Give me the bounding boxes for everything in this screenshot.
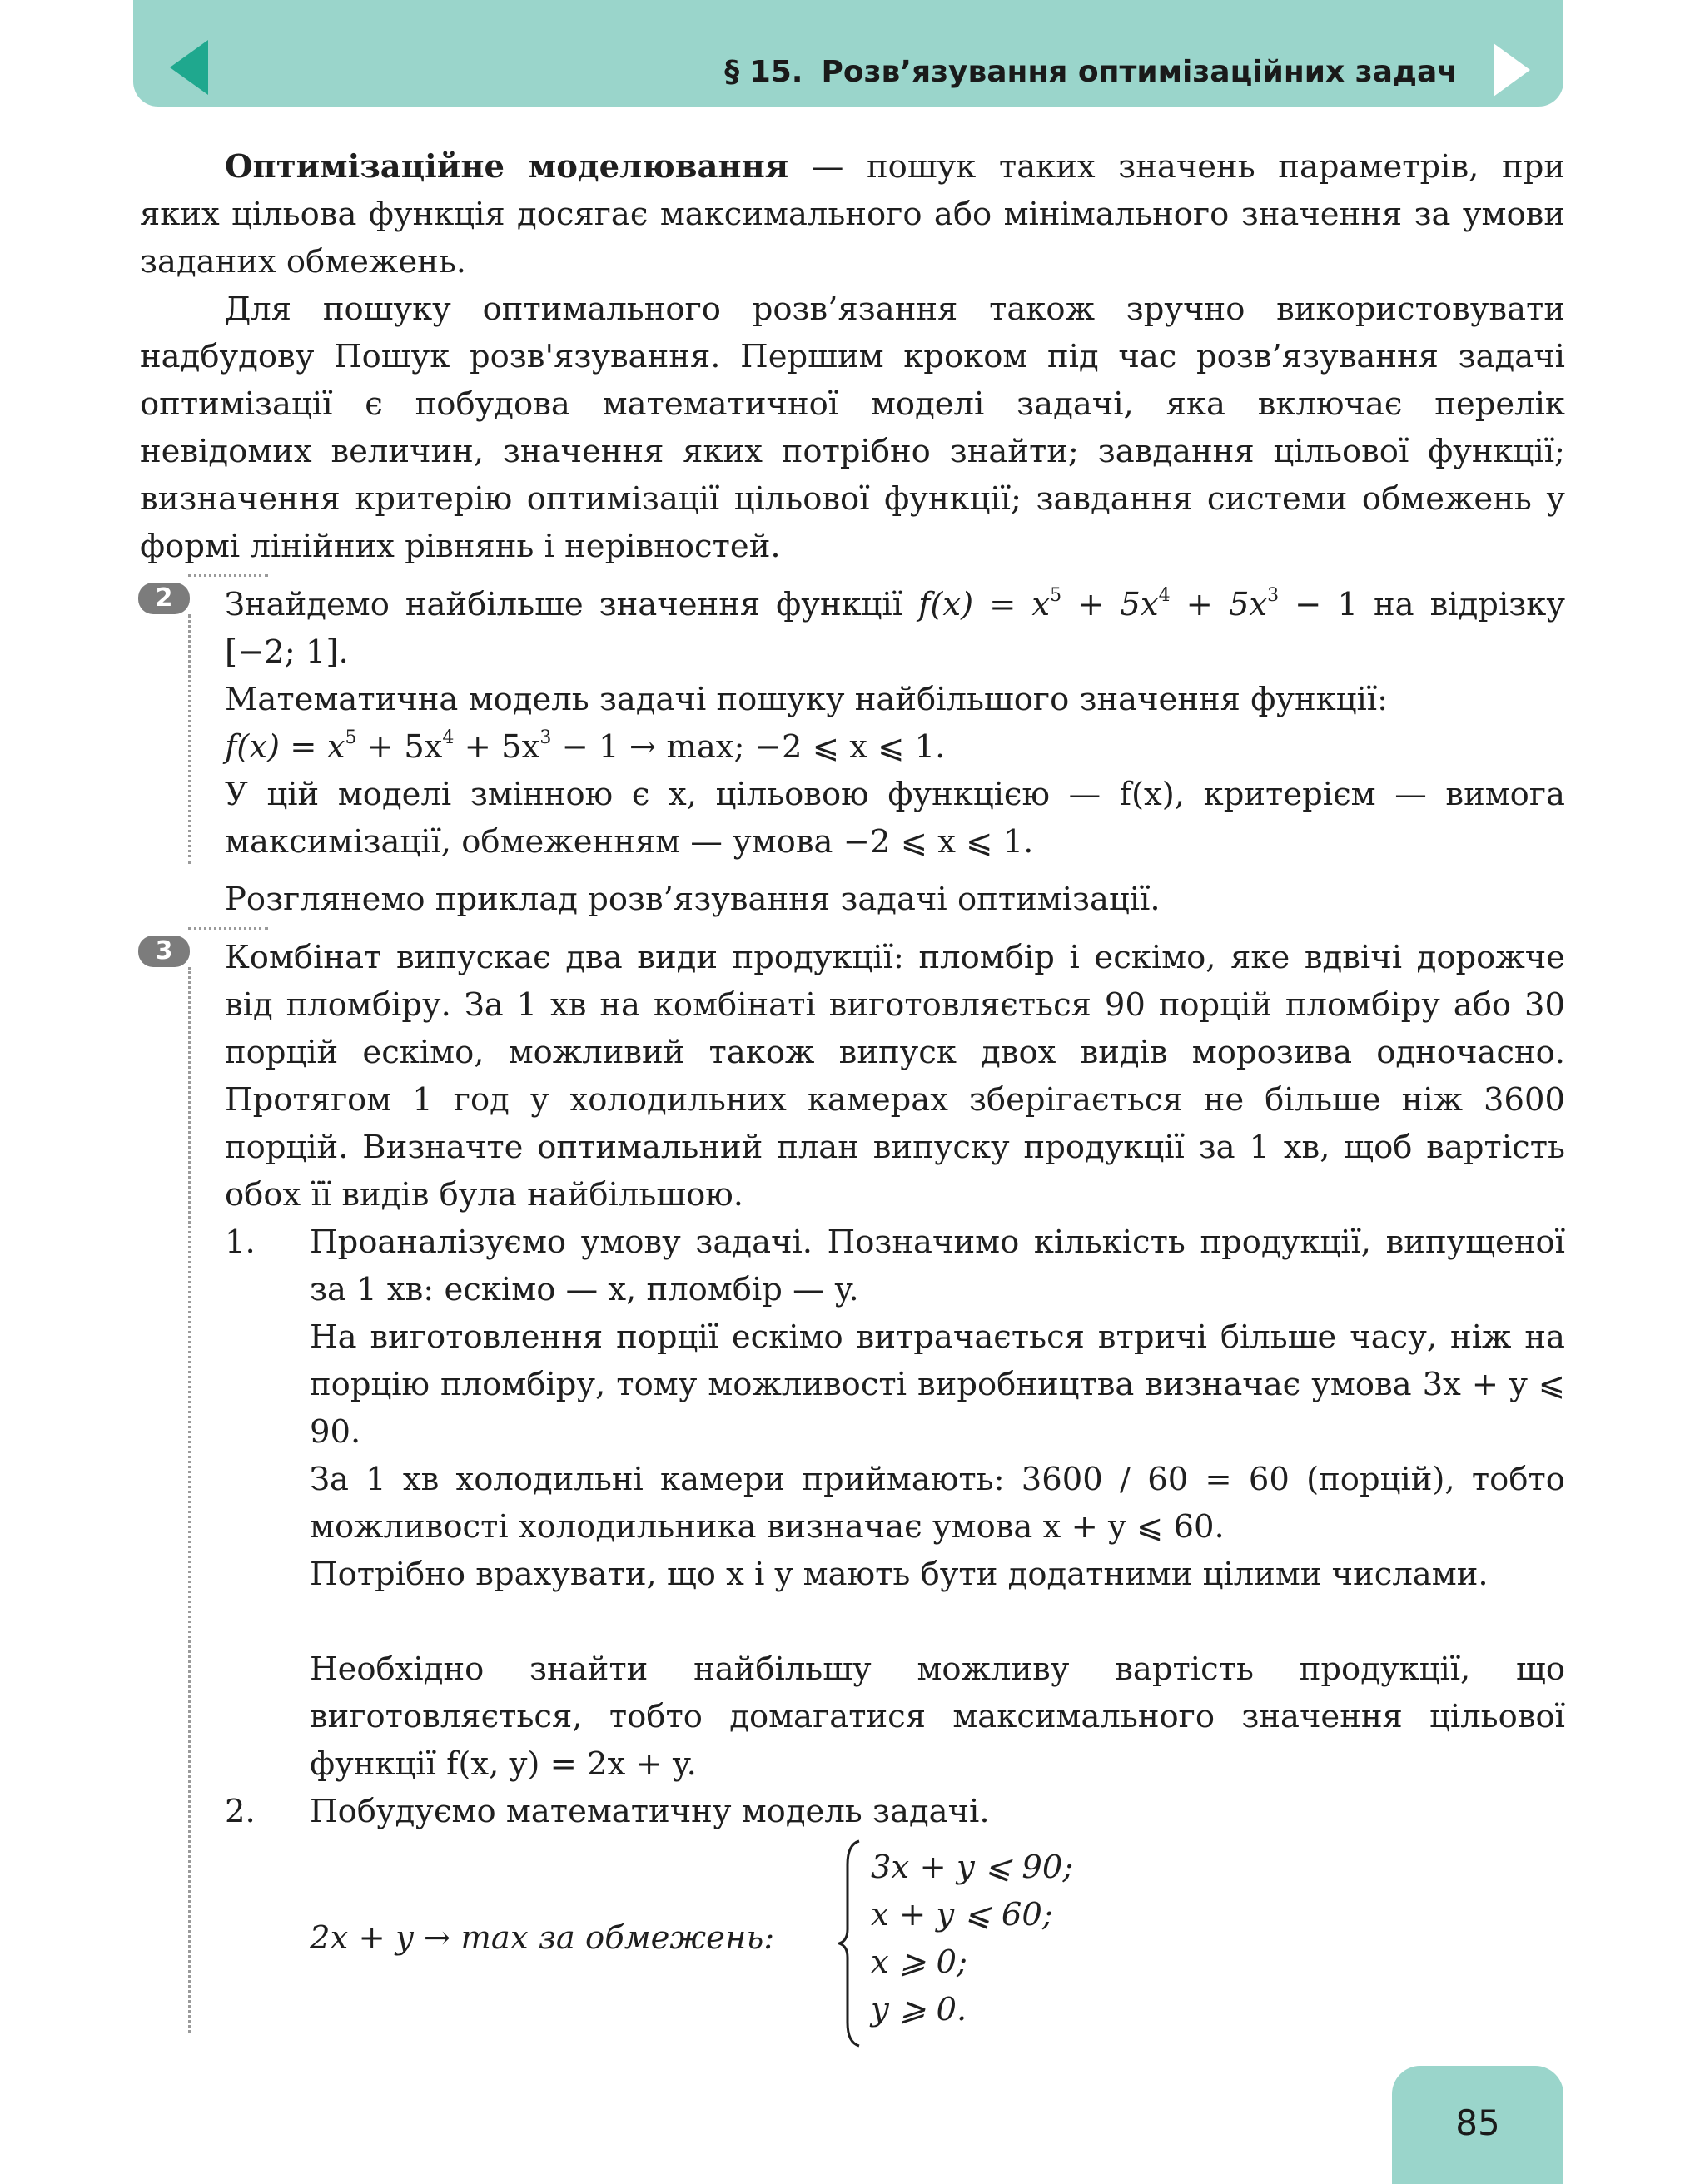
example-2-rule bbox=[188, 614, 191, 864]
next-page-arrow-icon[interactable] bbox=[1494, 43, 1530, 97]
step-1-storage-constraint: За 1 хв холодильні камери приймають: 3600 / 60 = 60 (порцій), тобто можливості холодильника визначає умова x + y ⩽ 60. bbox=[310, 1461, 1565, 1546]
example-3-divider bbox=[188, 927, 268, 930]
intro-term: Оптимізаційне моделювання bbox=[225, 148, 789, 186]
constraint-x-nonnegative: x ⩾ 0; bbox=[871, 1943, 967, 1981]
step-1-production-constraint: На виготовлення порції ескімо витрачається втричі більше часу, ніж на порцію пломбіру, тому можливості виробництва визначає умова 3x + y ⩽ 90. bbox=[310, 1318, 1565, 1451]
intro-definition: — пошук таких значень параметрів, при яких цільова функція досягає максимального або мінімального значення за умови заданих обмежень. bbox=[140, 148, 1565, 280]
constraint-production: 3x + y ⩽ 90; bbox=[871, 1849, 1074, 1886]
section-name: Розв’язування оптимізаційних задач bbox=[821, 55, 1458, 89]
step-1-analysis: Проаналізуємо умову задачі. Позначимо кількість продукції, випущеної за 1 хв: ескімо — x, пломбір — y. bbox=[310, 1224, 1565, 1308]
example-3-badge: 3 bbox=[138, 936, 190, 967]
example-3-task: Комбінат випускає два види продукції: пломбір і ескімо, яке вдвічі дорожче від пломбіру. За 1 хв на комбінаті виготовляється 90 порцій пломбіру або 30 порцій ескімо, можливий також випуск двох видів морозива одночасно. Протягом 1 год у холодильних камерах зберігається не більше ніж 3600 порцій. Визначте оптимальний план випуску продукції за 1 хв, щоб вартість обох її видів була найбільшою. bbox=[225, 939, 1565, 1214]
system-objective-label: 2x + y → max за обмежень: bbox=[310, 1919, 775, 1957]
previous-page-arrow-icon[interactable] bbox=[170, 40, 208, 95]
example-2-model-intro: Математична модель задачі пошуку найбільшого значення функції: bbox=[225, 681, 1389, 718]
constraint-y-nonnegative: y ⩾ 0. bbox=[871, 1991, 967, 2028]
step-1-integer-condition: Потрібно врахувати, що x і y мають бути додатними цілими числами. bbox=[310, 1556, 1489, 1593]
section-number: § 15. bbox=[724, 55, 803, 89]
step-1-number: 1. bbox=[225, 1224, 256, 1261]
step-2-number: 2. bbox=[225, 1793, 256, 1830]
method-paragraph: Для пошуку оптимального розв’язання також зручно використовувати надбудову Пошук розв'язування. Першим кроком під час розв’язування задачі оптимізації є побудова математичної моделі задачі, яка включає перелік невідомих величин, значення яких потрібно знайти; завдання цільової функції; визначення критерію оптимізації цільової функції; завдання системи обмежень у формі лінійних рівнянь і нерівностей. bbox=[140, 290, 1565, 565]
example-2-badge: 2 bbox=[138, 583, 190, 614]
step-1-objective: Необхідно знайти найбільшу можливу вартість продукції, що виготовляється, тобто домагатися максимального значення цільової функції f(x, y) = 2x + y. bbox=[310, 1650, 1565, 1783]
system-brace bbox=[838, 1839, 862, 2048]
example-3-rule bbox=[188, 967, 191, 2033]
intro-paragraph bbox=[140, 143, 1565, 285]
example-2-model-explanation: У цій моделі змінною є x, цільовою функцією — f(x), критерієм — вимога максимізації, обмеженням — умова −2 ⩽ x ⩽ 1. bbox=[225, 776, 1565, 861]
page-number: 85 bbox=[1392, 2066, 1563, 2184]
section-header bbox=[133, 0, 1563, 107]
section-title bbox=[724, 55, 1458, 89]
example-2-statement: Знайдемо найбільше значення функції $f(x) = x^5 + 5x^4 + 5x^3 - 1$ на відрізку [−2; 1]. bbox=[225, 585, 1565, 671]
constraint-storage: x + y ⩽ 60; bbox=[871, 1896, 1053, 1933]
step-2-title: Побудуємо математичну модель задачі. bbox=[310, 1793, 990, 1830]
example-2-model-formula: $f(x) = x^5 + 5x^4 + 5x^3 - 1 \to \max$; −2 ⩽ x ⩽ 1. bbox=[225, 727, 946, 766]
example-3-lead: Розглянемо приклад розв’язування задачі оптимізації. bbox=[225, 881, 1161, 918]
example-2-divider bbox=[188, 574, 268, 577]
